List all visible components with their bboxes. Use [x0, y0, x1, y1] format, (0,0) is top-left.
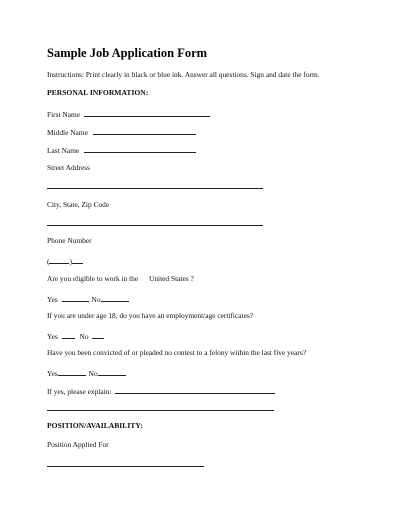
- phone-close-paren: ): [69, 257, 72, 266]
- explain-field-continued[interactable]: [47, 410, 274, 411]
- eligible-question: [47, 275, 194, 282]
- felony-answer-row: [47, 368, 126, 377]
- phone-number-field[interactable]: [72, 256, 83, 264]
- eligible-question-text: Are you eligible to work in the: [47, 274, 139, 283]
- explain-field[interactable]: [115, 386, 275, 394]
- felony-yes-field[interactable]: [58, 368, 86, 376]
- under-18-yes-field[interactable]: [62, 331, 75, 339]
- eligible-answer-row: [47, 294, 129, 303]
- eligible-no-label: No: [91, 295, 101, 304]
- explain-label: If yes, please explain:: [47, 387, 112, 396]
- under-18-answer-row: [47, 331, 104, 340]
- city-state-zip-label: City, State, Zip Code: [47, 200, 110, 209]
- section-position-availability: POSITION/AVAILABILITY:: [47, 421, 143, 430]
- felony-yes-label: Yes: [47, 369, 58, 378]
- felony-question: Have you been convicted of or pleaded no contest to a felony within the last five years?: [47, 348, 306, 357]
- position-applied-field[interactable]: [47, 466, 204, 467]
- explain-row: [47, 386, 275, 395]
- middle-name-field[interactable]: [93, 127, 196, 135]
- street-address-label: Street Address: [47, 163, 90, 172]
- instructions-text: Instructions: Print clearly in black or blue ink. Answer all questions. Sign and date the form.: [47, 70, 320, 79]
- first-name-row: [47, 109, 210, 118]
- last-name-label: Last Name: [47, 146, 80, 155]
- phone-number-label: Phone Number: [47, 236, 92, 245]
- last-name-row: [47, 145, 196, 154]
- form-title: Sample Job Application Form: [47, 46, 208, 60]
- section-personal-information: PERSONAL INFORMATION:: [47, 88, 149, 97]
- felony-no-label: No: [88, 369, 98, 378]
- under-18-yes-label: Yes: [47, 332, 58, 341]
- street-address-field[interactable]: [47, 188, 263, 189]
- first-name-label: First Name: [47, 110, 81, 119]
- eligible-no-field[interactable]: [101, 294, 129, 302]
- phone-number-row: [47, 256, 83, 265]
- under-18-no-label: No: [79, 332, 89, 341]
- eligible-yes-field[interactable]: [62, 294, 89, 302]
- middle-name-label: Middle Name: [47, 128, 88, 137]
- area-code-field[interactable]: [49, 256, 72, 266]
- phone-open-paren: (: [47, 257, 50, 266]
- eligible-question-country: United States ?: [149, 274, 194, 283]
- felony-no-field[interactable]: [98, 368, 126, 376]
- middle-name-row: [47, 127, 196, 136]
- position-applied-label: Position Applied For: [47, 440, 109, 449]
- last-name-field[interactable]: [84, 145, 196, 153]
- first-name-field[interactable]: [84, 109, 210, 117]
- under-18-no-field[interactable]: [92, 331, 104, 339]
- eligible-yes-label: Yes: [47, 295, 58, 304]
- city-state-zip-field[interactable]: [47, 225, 263, 226]
- under-18-question: If you are under age 18, do you have an employment/age certificates?: [47, 311, 254, 320]
